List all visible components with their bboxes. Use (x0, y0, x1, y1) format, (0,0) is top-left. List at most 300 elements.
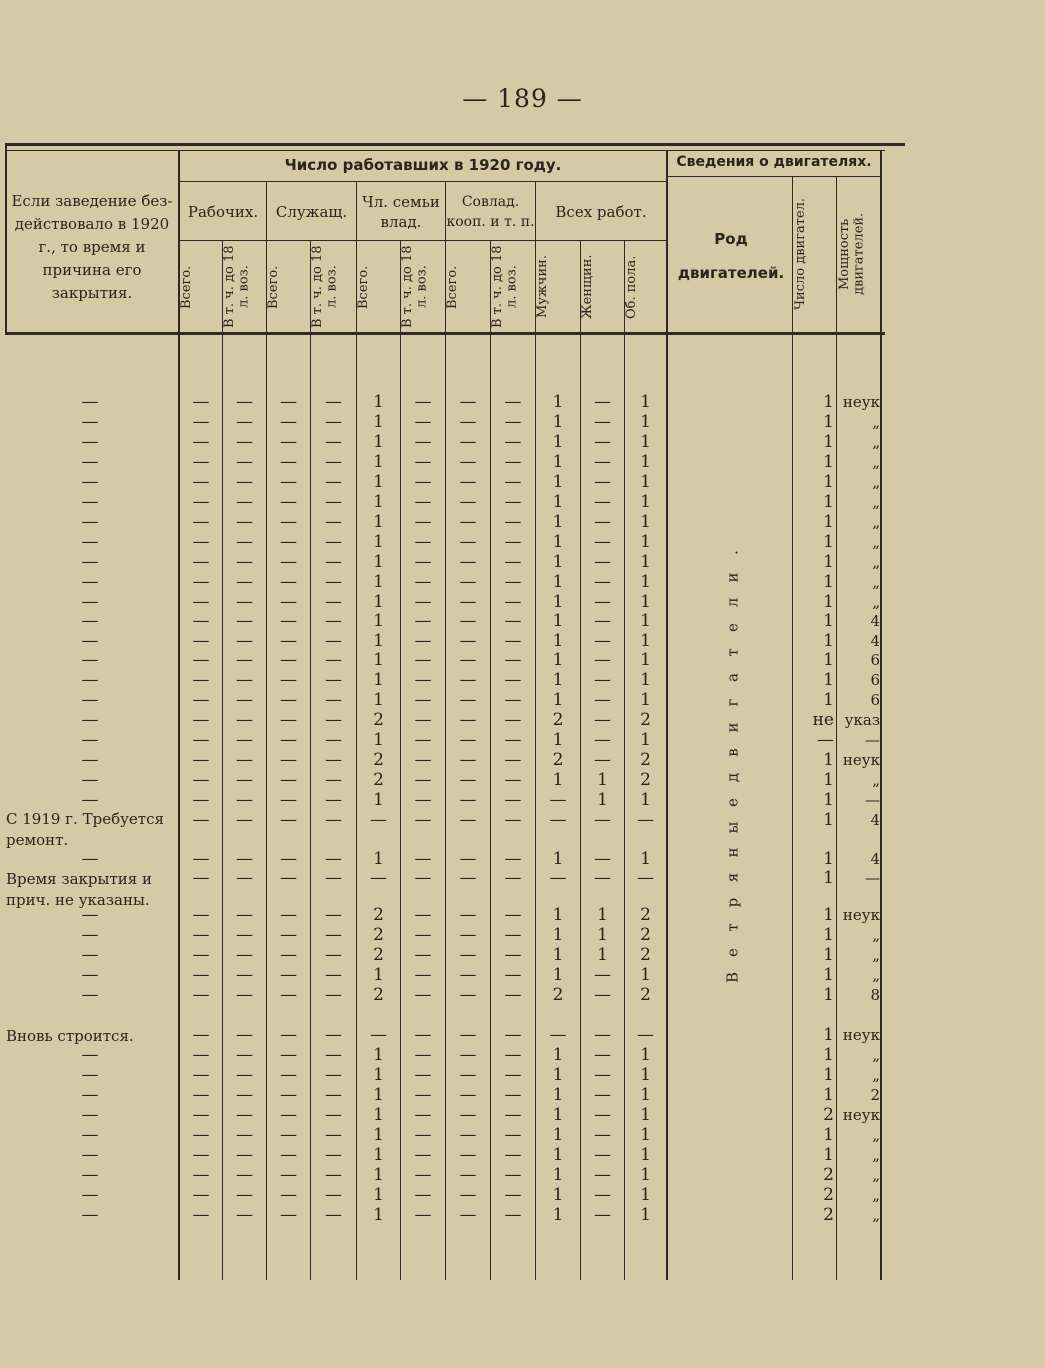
table-cell: — (414, 452, 432, 472)
table-cell-engine-power: „ (872, 553, 880, 571)
table-cell: 1 (640, 1065, 651, 1085)
table-cell: — (504, 868, 522, 888)
table-cell: — (459, 1045, 477, 1065)
table-cell: — (459, 925, 477, 945)
table-cell: 1 (640, 432, 651, 452)
note-not-stated: Время закрытия и прич. не указаны. (6, 870, 152, 909)
table-cell: — (414, 868, 432, 888)
table-cell: — (236, 1045, 253, 1065)
table-cell: 1 (552, 472, 564, 492)
table-cell: — (459, 552, 477, 572)
table-cell: — (370, 1025, 387, 1045)
table-cell: — (236, 472, 253, 492)
table-cell: 1 (552, 945, 564, 965)
table-cell: 1 (552, 730, 564, 750)
table-cell: — (280, 1085, 297, 1105)
table-row (0, 868, 1045, 888)
table-cell: — (549, 1025, 567, 1045)
table-cell-note: — (81, 1205, 99, 1225)
table-cell-engine-count: 1 (823, 452, 834, 472)
table-cell-engine-power: „ (872, 926, 880, 944)
table-cell: — (280, 730, 297, 750)
table-cell: — (325, 492, 342, 512)
table-cell: — (459, 790, 477, 810)
note-under-construction: Вновь строится. (6, 1027, 134, 1045)
table-cell: — (280, 532, 297, 552)
table-cell: 1 (552, 1205, 564, 1225)
table-cell: — (459, 670, 477, 690)
table-cell-note: — (81, 690, 99, 710)
table-cell: — (192, 611, 210, 631)
note-since-1919: С 1919 г. Требуется ремонт. (6, 810, 164, 849)
table-cell-engine-count: 1 (823, 611, 834, 631)
table-cell: — (325, 572, 342, 592)
table-cell: — (459, 592, 477, 612)
table-cell: — (236, 849, 253, 869)
table-cell-engine-power: неук (842, 906, 880, 924)
table-cell-note: — (81, 770, 99, 790)
table-cell: 1 (373, 432, 384, 452)
table-cell-note: — (81, 945, 99, 965)
table-cell-engine-power: „ (872, 513, 880, 531)
table-cell: 1 (373, 849, 384, 869)
table-cell: — (504, 710, 522, 730)
table-cell: — (594, 730, 611, 750)
table-cell: — (325, 412, 342, 432)
table-cell: — (192, 532, 210, 552)
sub-col-coowners-total: Всего. (445, 265, 460, 309)
table-cell-note: — (81, 1045, 99, 1065)
table-cell-engine-count: 1 (823, 1045, 834, 1065)
table-cell: — (192, 592, 210, 612)
table-cell: — (192, 925, 210, 945)
table-cell: — (192, 849, 210, 869)
table-cell: — (192, 1205, 210, 1225)
table-cell: — (504, 790, 522, 810)
sub-col-workers-total: Всего. (179, 265, 194, 309)
table-cell-engine-count: 1 (823, 790, 834, 810)
table-cell: — (459, 690, 477, 710)
table-cell: — (594, 512, 611, 532)
sub-col-women: Женщин. (580, 254, 595, 320)
table-cell: — (325, 1145, 342, 1165)
table-cell: 1 (373, 1045, 384, 1065)
table-cell-engine-count: 2 (823, 1185, 834, 1205)
table-cell: 1 (640, 492, 651, 512)
table-cell: — (504, 770, 522, 790)
table-cell: 1 (640, 512, 651, 532)
table-cell: 1 (552, 592, 564, 612)
table-cell: 1 (552, 572, 564, 592)
engine-type-letter: я (723, 872, 742, 883)
table-cell: — (414, 552, 432, 572)
table-cell: — (370, 868, 387, 888)
table-cell: — (459, 631, 477, 651)
table-cell-note: — (81, 650, 99, 670)
table-cell: 1 (597, 790, 608, 810)
table-cell: — (325, 1185, 342, 1205)
table-cell: — (594, 849, 611, 869)
engine-type-letter: а (723, 673, 742, 682)
table-cell: 2 (373, 750, 384, 770)
table-cell-engine-power: „ (872, 771, 880, 789)
table-cell: — (192, 1125, 210, 1145)
table-cell: — (459, 1165, 477, 1185)
table-cell: 1 (552, 670, 564, 690)
table-cell: — (594, 532, 611, 552)
table-cell: — (414, 945, 432, 965)
table-cell: — (192, 1145, 210, 1165)
table-cell: — (594, 392, 611, 412)
table-cell: — (414, 1065, 432, 1085)
table-cell: — (236, 945, 253, 965)
table-cell: — (325, 532, 342, 552)
table-cell: 1 (597, 905, 608, 925)
table-cell: — (504, 810, 522, 830)
table-cell-engine-count: 1 (823, 1085, 834, 1105)
table-cell: — (504, 572, 522, 592)
table-cell: — (459, 730, 477, 750)
table-cell: 2 (373, 905, 384, 925)
table-cell: 1 (640, 790, 651, 810)
table-cell: 1 (640, 552, 651, 572)
table-cell: — (280, 868, 297, 888)
table-cell: 1 (640, 452, 651, 472)
table-cell: — (280, 690, 297, 710)
table-cell: — (414, 532, 432, 552)
table-cell: — (280, 611, 297, 631)
table-row (0, 985, 1045, 1005)
table-cell: — (325, 849, 342, 869)
table-cell: — (594, 985, 611, 1005)
table-cell: — (459, 1205, 477, 1225)
table-cell: 1 (552, 925, 564, 945)
table-cell: — (192, 770, 210, 790)
table-cell: 1 (552, 905, 564, 925)
table-cell-note: — (81, 472, 99, 492)
table-cell: — (236, 592, 253, 612)
table-cell-note: — (81, 592, 99, 612)
table-cell: 2 (640, 750, 651, 770)
table-cell: — (459, 710, 477, 730)
table-cell: — (192, 412, 210, 432)
table-cell: 1 (373, 690, 384, 710)
table-cell: — (504, 1025, 522, 1045)
table-cell: — (325, 1085, 342, 1105)
table-cell: — (236, 710, 253, 730)
table-cell-engine-power: 6 (870, 691, 880, 709)
table-cell-engine-power: „ (872, 1146, 880, 1164)
engines-header: Сведения о двигателях. (676, 154, 872, 170)
table-cell: — (236, 532, 253, 552)
table-cell-engine-count: 1 (823, 810, 834, 830)
table-cell: — (236, 1065, 253, 1085)
table-cell-engine-count: 1 (823, 770, 834, 790)
table-cell: — (325, 965, 342, 985)
table-cell: 1 (597, 945, 608, 965)
table-cell: — (280, 905, 297, 925)
table-cell: — (236, 1105, 253, 1125)
table-cell: — (192, 1045, 210, 1065)
table-cell: — (594, 810, 611, 830)
table-cell: — (236, 985, 253, 1005)
table-cell: — (325, 750, 342, 770)
table-cell: — (504, 492, 522, 512)
table-cell: 1 (373, 1065, 384, 1085)
table-cell: 2 (552, 710, 564, 730)
table-cell: 1 (552, 650, 564, 670)
table-cell-note: — (81, 392, 99, 412)
table-cell: — (414, 472, 432, 492)
table-cell: — (459, 472, 477, 492)
table-cell: 1 (373, 1185, 384, 1205)
table-cell-engine-power: 2 (870, 1086, 880, 1104)
engine-type-letter: ы (723, 821, 742, 834)
table-cell-note: — (81, 1145, 99, 1165)
table-cell: — (236, 965, 253, 985)
table-cell: — (325, 512, 342, 532)
table-cell: — (280, 512, 297, 532)
table-cell: — (594, 868, 611, 888)
table-cell: — (280, 392, 297, 412)
table-cell: — (192, 670, 210, 690)
table-row (0, 592, 1045, 612)
engine-type-letter: н (723, 847, 742, 858)
table-cell: 2 (640, 710, 651, 730)
table-cell: — (236, 790, 253, 810)
table-cell: 2 (640, 770, 651, 790)
table-cell: — (414, 985, 432, 1005)
table-cell: — (414, 1085, 432, 1105)
table-cell: — (280, 592, 297, 612)
table-cell: 1 (552, 1165, 564, 1185)
table-cell: — (594, 1145, 611, 1165)
table-cell: — (325, 905, 342, 925)
table-cell: — (414, 770, 432, 790)
table-cell: — (325, 670, 342, 690)
table-cell: 1 (552, 452, 564, 472)
sub-col-men: Мужчин. (535, 255, 550, 319)
table-cell: 1 (373, 592, 384, 612)
table-cell: — (594, 432, 611, 452)
table-cell: 1 (373, 1165, 384, 1185)
table-cell: — (594, 412, 611, 432)
table-cell-engine-count: 1 (823, 631, 834, 651)
engine-type-letter: т (723, 923, 742, 932)
table-cell: 2 (640, 925, 651, 945)
table-cell: — (325, 1125, 342, 1145)
table-cell: — (236, 770, 253, 790)
table-cell: — (414, 1145, 432, 1165)
table-cell: — (504, 1045, 522, 1065)
table-cell: — (236, 412, 253, 432)
table-cell: — (504, 1205, 522, 1225)
engine-type-letter: л (723, 597, 742, 608)
table-cell: — (236, 392, 253, 412)
table-cell-engine-count: 1 (823, 868, 834, 888)
table-cell-engine-power: „ (872, 533, 880, 551)
table-cell-engine-count: 1 (823, 1025, 834, 1045)
page-number: — 189 — (462, 84, 583, 113)
table-cell: — (325, 452, 342, 472)
group-header-owner-family: Чл. семьи влад. (362, 193, 440, 231)
table-cell-engine-count: не (812, 710, 834, 730)
table-cell: — (192, 1065, 210, 1085)
table-cell: — (280, 1105, 297, 1125)
table-cell: — (414, 1185, 432, 1205)
table-cell: 1 (373, 1125, 384, 1145)
table-cell: — (594, 592, 611, 612)
table-cell: — (236, 1085, 253, 1105)
table-cell: 1 (640, 849, 651, 869)
table-cell: — (192, 1185, 210, 1205)
table-cell: 1 (640, 1165, 651, 1185)
table-cell: — (280, 985, 297, 1005)
table-cell: — (280, 1145, 297, 1165)
table-cell: 1 (373, 650, 384, 670)
table-cell-engine-power: неук (842, 393, 880, 411)
table-cell: — (414, 905, 432, 925)
table-cell: — (459, 1085, 477, 1105)
table-cell: — (594, 750, 611, 770)
table-cell: — (192, 492, 210, 512)
group-header-employees: Служащ. (275, 203, 348, 221)
table-row (0, 611, 1045, 631)
table-cell: — (459, 650, 477, 670)
table-cell: — (236, 750, 253, 770)
table-cell: 1 (552, 412, 564, 432)
table-row (0, 710, 1045, 730)
table-cell: — (236, 1145, 253, 1165)
table-cell: 1 (373, 1085, 384, 1105)
table-cell: 1 (640, 572, 651, 592)
table-cell-engine-power: „ (872, 573, 880, 591)
table-cell: — (280, 432, 297, 452)
table-cell: — (280, 412, 297, 432)
table-cell: — (280, 572, 297, 592)
table-cell: 1 (640, 472, 651, 492)
table-cell: — (459, 412, 477, 432)
table-cell: 1 (373, 492, 384, 512)
table-cell-engine-power: „ (872, 1166, 880, 1184)
table-cell: — (325, 1105, 342, 1125)
sub-col-coowners-minors: В т. ч. до 18 л. воз. (490, 245, 520, 329)
table-cell: — (594, 1165, 611, 1185)
table-cell: — (459, 1105, 477, 1125)
table-cell: 1 (373, 611, 384, 631)
table-cell: — (280, 650, 297, 670)
table-cell-engine-count: 1 (823, 1125, 834, 1145)
table-cell: — (192, 392, 210, 412)
table-cell-engine-count: 1 (823, 945, 834, 965)
table-cell: — (236, 868, 253, 888)
table-cell: — (280, 710, 297, 730)
table-cell: — (459, 1125, 477, 1145)
table-cell: 1 (373, 1105, 384, 1125)
sub-col-workers-minors: В т. ч. до 18 л. воз. (222, 245, 252, 329)
table-row (0, 670, 1045, 690)
table-cell: — (594, 1105, 611, 1125)
table-cell: — (414, 810, 432, 830)
table-cell: — (414, 1125, 432, 1145)
table-cell-engine-power: 4 (870, 632, 880, 650)
table-cell: — (325, 650, 342, 670)
table-cell: — (280, 1065, 297, 1085)
table-cell: — (325, 985, 342, 1005)
table-cell: — (459, 532, 477, 552)
table-cell: — (325, 790, 342, 810)
table-cell: — (414, 512, 432, 532)
sub-col-family-total: Всего. (356, 265, 371, 309)
table-cell: — (325, 868, 342, 888)
table-cell: — (594, 1185, 611, 1205)
table-cell: — (236, 650, 253, 670)
table-cell-engine-count: 1 (823, 412, 834, 432)
table-cell: — (504, 472, 522, 492)
table-cell: 2 (373, 710, 384, 730)
table-cell-engine-count: 1 (823, 925, 834, 945)
table-cell: — (192, 552, 210, 572)
table-cell: — (414, 965, 432, 985)
table-row (0, 1125, 1045, 1145)
table-cell: — (459, 572, 477, 592)
group-header-workers: Рабочих. (187, 203, 259, 221)
table-cell: 1 (373, 512, 384, 532)
table-cell: 1 (552, 770, 564, 790)
table-cell: 2 (373, 770, 384, 790)
table-cell: — (192, 810, 210, 830)
table-cell: — (325, 770, 342, 790)
table-cell: — (594, 552, 611, 572)
table-cell: 1 (597, 925, 608, 945)
table-cell-note: — (81, 572, 99, 592)
table-cell: — (414, 492, 432, 512)
table-cell: — (280, 1205, 297, 1225)
table-cell: 1 (552, 1145, 564, 1165)
table-row (0, 810, 1045, 830)
table-cell: — (504, 611, 522, 631)
table-cell-engine-power: „ (872, 1206, 880, 1224)
table-cell: 1 (373, 1205, 384, 1225)
table-cell: — (594, 631, 611, 651)
table-cell: — (325, 690, 342, 710)
table-row (0, 1205, 1045, 1225)
table-cell: — (414, 611, 432, 631)
table-cell-engine-power: неук (842, 1026, 880, 1044)
engine-type-letter: . (723, 550, 742, 555)
table-cell-engine-count: 1 (823, 905, 834, 925)
table-row (0, 730, 1045, 750)
table-cell: 1 (552, 965, 564, 985)
engine-type-header: Род двигателей. (677, 230, 785, 282)
table-cell: — (325, 592, 342, 612)
table-cell: — (414, 925, 432, 945)
table-cell: 1 (640, 1105, 651, 1125)
table-cell: — (504, 592, 522, 612)
table-cell: — (459, 750, 477, 770)
table-row (0, 552, 1045, 572)
table-cell: — (459, 492, 477, 512)
table-cell-engine-count: 1 (823, 750, 834, 770)
table-cell: — (325, 730, 342, 750)
table-row (0, 905, 1045, 925)
group-header-all-workers: Всех работ. (555, 203, 647, 221)
table-cell: 1 (640, 650, 651, 670)
table-cell: — (594, 650, 611, 670)
table-row (0, 572, 1045, 592)
sub-col-employees-minors: В т. ч. до 18 л. воз. (310, 245, 340, 329)
table-cell: — (414, 1205, 432, 1225)
